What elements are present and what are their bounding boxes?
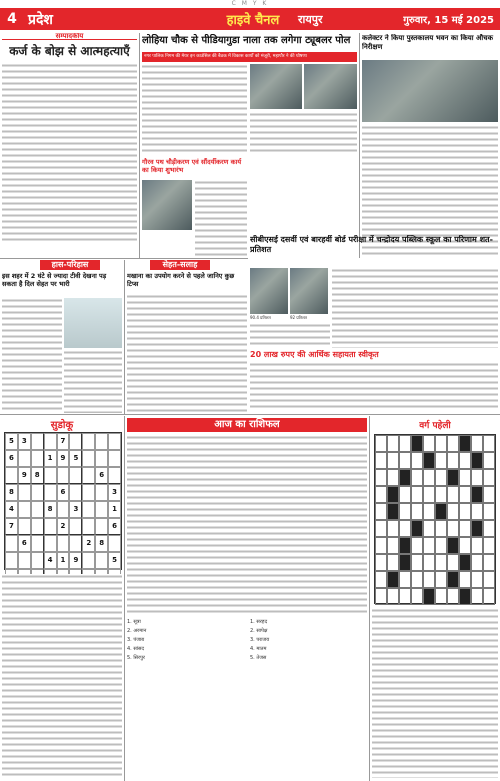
student-caption-1: 90.4 प्रतिशत xyxy=(250,315,271,320)
main-headline-block xyxy=(142,34,357,52)
sudoku-cell[interactable]: 5 xyxy=(5,433,18,450)
editorial-column xyxy=(2,33,137,255)
sudoku-cell[interactable] xyxy=(82,450,95,467)
page-header xyxy=(0,8,500,30)
crossword-cell xyxy=(471,486,483,503)
sudoku-grid[interactable] xyxy=(4,432,122,570)
sudoku-cell[interactable] xyxy=(31,450,44,467)
sudoku-cell[interactable] xyxy=(69,535,82,552)
sudoku-cell[interactable] xyxy=(31,518,44,535)
sudoku-cell[interactable]: 9 xyxy=(57,450,70,467)
crossword-cell[interactable] xyxy=(375,554,387,571)
sudoku-cell[interactable] xyxy=(57,467,70,484)
sudoku-cell[interactable] xyxy=(108,467,121,484)
crossword-cell xyxy=(471,452,483,469)
sudoku-cell[interactable]: 3 xyxy=(18,433,31,450)
board-body xyxy=(332,268,498,348)
sudoku-cell[interactable] xyxy=(82,467,95,484)
crossword-cell[interactable] xyxy=(435,452,447,469)
main-photo-2 xyxy=(304,64,357,109)
column-divider xyxy=(124,416,125,781)
crossword-cell[interactable] xyxy=(375,571,387,588)
main-photo-1 xyxy=(250,64,302,109)
crossword-cell[interactable] xyxy=(459,503,471,520)
student-caption-2: 92 प्रतिशत xyxy=(290,315,307,320)
crossword-cell[interactable] xyxy=(375,520,387,537)
crossword-cell[interactable] xyxy=(423,537,435,554)
crossword-cell[interactable] xyxy=(435,588,447,605)
crossword-cell[interactable] xyxy=(459,520,471,537)
sudoku-cell[interactable] xyxy=(18,518,31,535)
sudoku-cell[interactable]: 6 xyxy=(57,484,70,501)
crossword-cell[interactable] xyxy=(447,588,459,605)
crossword-cell[interactable] xyxy=(435,554,447,571)
sudoku-cell[interactable]: 6 xyxy=(18,535,31,552)
food-headline-block xyxy=(127,272,247,292)
sudoku-cell[interactable] xyxy=(31,433,44,450)
crossword-cell xyxy=(399,469,411,486)
main-body-left xyxy=(142,64,247,154)
crossword-cell[interactable] xyxy=(471,554,483,571)
sudoku-cell[interactable]: 9 xyxy=(69,552,82,569)
crossword-cell[interactable] xyxy=(375,503,387,520)
crossword-cell[interactable] xyxy=(471,503,483,520)
crossword-cell[interactable] xyxy=(387,469,399,486)
scheme-headline-block xyxy=(250,350,498,362)
crossword-cell[interactable] xyxy=(471,537,483,554)
sudoku-cell[interactable] xyxy=(95,433,108,450)
sudoku-cell[interactable] xyxy=(44,518,57,535)
crossword-answer: 2. अरमान xyxy=(127,628,147,634)
sudoku-cell[interactable]: 1 xyxy=(108,501,121,518)
crossword-cell[interactable] xyxy=(375,452,387,469)
crossword-clues xyxy=(372,608,498,778)
crossword-cell[interactable] xyxy=(459,486,471,503)
crossword-cell[interactable] xyxy=(435,486,447,503)
sudoku-cell[interactable] xyxy=(108,535,121,552)
crossword-cell[interactable] xyxy=(435,520,447,537)
crossword-answer: 4. मातम xyxy=(250,646,267,652)
crossword-cell[interactable] xyxy=(387,537,399,554)
crossword-cell[interactable] xyxy=(483,452,495,469)
sudoku-cell[interactable] xyxy=(44,467,57,484)
crossword-cell[interactable] xyxy=(459,452,471,469)
crossword-answers-right xyxy=(250,618,367,778)
board-body-left xyxy=(250,323,330,348)
crossword-cell[interactable] xyxy=(423,554,435,571)
sudoku-cell[interactable] xyxy=(95,450,108,467)
crossword-cell[interactable] xyxy=(423,486,435,503)
crossword-cell[interactable] xyxy=(399,435,411,452)
board-headline: सीबीएसई दसवीं एवं बारहवीं बोर्ड परीक्षा में चन्द्रोदय पब्लिक स्कूल का परिणाम शत-प्रतिशत xyxy=(250,235,493,254)
crossword-cell[interactable] xyxy=(387,588,399,605)
sudoku-cell[interactable]: 8 xyxy=(5,484,18,501)
food-tag: सेहत-सलाह xyxy=(150,260,210,270)
crossword-cell[interactable] xyxy=(399,571,411,588)
crossword-cell[interactable] xyxy=(447,435,459,452)
crossword-cell[interactable] xyxy=(411,571,423,588)
crossword-cell[interactable] xyxy=(483,571,495,588)
crossword-cell[interactable] xyxy=(399,503,411,520)
sudoku-cell[interactable] xyxy=(82,518,95,535)
food-body xyxy=(127,294,247,413)
crossword-cell xyxy=(471,520,483,537)
crossword-cell[interactable] xyxy=(423,571,435,588)
sudoku-cell[interactable] xyxy=(31,535,44,552)
main-subhead: नगर पालिक निगम की मेयर इन काउंसिल की बैठक में विकास कार्यों को मंजूरी, महापौर ने की घोषणा xyxy=(142,52,357,62)
crossword-title: वर्ग पहेली xyxy=(419,421,451,431)
crossword-cell[interactable] xyxy=(423,435,435,452)
crossword-cell[interactable] xyxy=(471,588,483,605)
student-photo-1 xyxy=(250,268,288,314)
issue-date: गुरुवार, 15 मई 2025 xyxy=(403,15,494,26)
sudoku-cell[interactable] xyxy=(18,501,31,518)
cartoon-tag: हास-परिहास xyxy=(40,260,100,270)
crossword-answer: 3. पराजय xyxy=(250,637,270,643)
sudoku-cell[interactable] xyxy=(69,518,82,535)
crossword-cell[interactable] xyxy=(483,503,495,520)
cartoon-image xyxy=(64,298,122,348)
crossword-cell[interactable] xyxy=(423,520,435,537)
sudoku-cell[interactable] xyxy=(44,433,57,450)
crossword-cell[interactable] xyxy=(483,469,495,486)
sudoku-cell[interactable] xyxy=(18,484,31,501)
crossword-answer: 3. पंजाब xyxy=(127,637,145,643)
crossword-cell xyxy=(387,486,399,503)
bottom-left-body-2 xyxy=(64,350,122,413)
sudoku-cell[interactable]: 6 xyxy=(95,467,108,484)
sudoku-cell[interactable] xyxy=(82,501,95,518)
sudoku-cell[interactable]: 1 xyxy=(57,552,70,569)
sudoku-instructions xyxy=(2,574,122,779)
crossword-cell[interactable] xyxy=(399,520,411,537)
crossword-cell[interactable] xyxy=(399,486,411,503)
crossword-cell[interactable] xyxy=(375,469,387,486)
editorial-body xyxy=(2,63,137,241)
sudoku-cell[interactable]: 3 xyxy=(69,501,82,518)
crossword-cell xyxy=(387,503,399,520)
horoscope-body xyxy=(127,435,367,615)
crossword-cell[interactable] xyxy=(423,503,435,520)
crossword-cell[interactable] xyxy=(447,503,459,520)
crossword-cell xyxy=(447,537,459,554)
sudoku-cell[interactable] xyxy=(82,433,95,450)
crossword-cell[interactable] xyxy=(483,486,495,503)
section-divider xyxy=(0,414,500,415)
sudoku-cell[interactable] xyxy=(95,484,108,501)
sudoku-cell[interactable]: 3 xyxy=(108,484,121,501)
right-photo xyxy=(362,60,498,122)
crossword-cell[interactable] xyxy=(435,435,447,452)
sudoku-cell[interactable]: 8 xyxy=(31,467,44,484)
scheme-headline: 20 लाख रुपए की आर्थिक सहायता स्वीकृत xyxy=(250,350,379,359)
crossword-cell xyxy=(399,537,411,554)
crossword-cell xyxy=(459,435,471,452)
sudoku-cell[interactable]: 8 xyxy=(95,535,108,552)
crossword-cell[interactable] xyxy=(399,452,411,469)
crossword-cell[interactable] xyxy=(411,452,423,469)
sudoku-title: सुडोकू xyxy=(50,420,74,431)
sudoku-cell[interactable] xyxy=(69,467,82,484)
sudoku-cell[interactable]: 6 xyxy=(5,450,18,467)
sudoku-cell[interactable]: 2 xyxy=(82,535,95,552)
board-headline-block xyxy=(250,235,498,265)
newspaper-masthead: हाइवे चैनल xyxy=(226,13,280,28)
crossword-cell xyxy=(411,435,423,452)
crossword-cell[interactable] xyxy=(447,520,459,537)
sudoku-cell[interactable] xyxy=(69,484,82,501)
crossword-cell[interactable] xyxy=(471,469,483,486)
student-photo-2 xyxy=(290,268,328,314)
sudoku-cell[interactable] xyxy=(44,484,57,501)
sudoku-cell[interactable] xyxy=(95,518,108,535)
column-divider xyxy=(359,33,360,258)
sudoku-cell[interactable]: 7 xyxy=(5,518,18,535)
crossword-cell[interactable] xyxy=(471,435,483,452)
column-divider xyxy=(139,33,140,258)
crossword-cell[interactable] xyxy=(471,571,483,588)
section-title: प्रदेश xyxy=(28,11,53,28)
crossword-answer: 1. सूत्रा xyxy=(127,619,141,625)
crossword-cell[interactable] xyxy=(483,537,495,554)
main-headline: लोहिया चौक से पीडियागुडा नाला तक लगेगा ट्यूबलर पोल xyxy=(142,35,351,46)
crossword-cell[interactable] xyxy=(435,571,447,588)
sudoku-cell[interactable] xyxy=(44,535,57,552)
crossword-cell xyxy=(447,571,459,588)
right-headline: कलेक्टर ने किया पुस्तकालय भवन का किया औचक निरीक्षण xyxy=(362,34,493,51)
sudoku-cell[interactable]: 5 xyxy=(108,552,121,569)
mid-headline-block xyxy=(142,158,247,178)
sudoku-cell[interactable]: 5 xyxy=(69,450,82,467)
crossword-cell[interactable] xyxy=(411,469,423,486)
crossword-cell[interactable] xyxy=(459,469,471,486)
crossword-cell xyxy=(411,520,423,537)
sudoku-cell[interactable]: 9 xyxy=(18,467,31,484)
sudoku-cell[interactable] xyxy=(57,501,70,518)
crossword-grid[interactable] xyxy=(374,434,496,604)
page-number: 4 xyxy=(7,11,17,27)
editorial-title: कर्ज के बोझ से आत्महत्याएँ xyxy=(9,44,130,58)
crossword-cell xyxy=(423,588,435,605)
bottom-left-headline-block xyxy=(2,272,122,296)
crossword-cell[interactable] xyxy=(375,537,387,554)
sudoku-cell[interactable] xyxy=(57,535,70,552)
sudoku-cell[interactable]: 4 xyxy=(5,501,18,518)
sudoku-cell[interactable] xyxy=(82,484,95,501)
bottom-left-headline: इस शहर में 2 घंटे से ज्यादा टीवी देखना पड़ सकता है दिल सेहत पर भारी xyxy=(2,272,107,288)
crossword-answer: 4. सांसद xyxy=(127,646,145,652)
crossword-cell xyxy=(447,469,459,486)
sudoku-cell[interactable]: 7 xyxy=(57,433,70,450)
crossword-cell xyxy=(387,571,399,588)
crossword-cell[interactable] xyxy=(447,452,459,469)
sudoku-cell[interactable] xyxy=(82,552,95,569)
sudoku-cell[interactable] xyxy=(108,433,121,450)
crossword-cell[interactable] xyxy=(411,503,423,520)
crossword-cell[interactable] xyxy=(423,469,435,486)
crossword-answer: 2. सापेक्ष xyxy=(250,628,268,634)
sudoku-cell[interactable] xyxy=(31,552,44,569)
editorial-tag: सम्पादकीय xyxy=(2,33,137,40)
crossword-cell[interactable] xyxy=(483,588,495,605)
sudoku-cell[interactable] xyxy=(18,450,31,467)
crossword-cell xyxy=(435,503,447,520)
crossword-cell[interactable] xyxy=(447,486,459,503)
crossword-cell[interactable] xyxy=(387,452,399,469)
crossword-answer: 5. तेजस xyxy=(250,655,267,661)
crossword-cell[interactable] xyxy=(435,537,447,554)
bottom-left-body-1 xyxy=(2,298,62,413)
crossword-cell[interactable] xyxy=(411,588,423,605)
sudoku-cell[interactable] xyxy=(95,501,108,518)
crossword-cell[interactable] xyxy=(459,571,471,588)
sudoku-cell[interactable] xyxy=(95,552,108,569)
crossword-cell[interactable] xyxy=(399,588,411,605)
column-divider xyxy=(124,260,125,415)
horoscope-title: आज का राशिफल xyxy=(127,418,367,432)
crossword-cell[interactable] xyxy=(387,520,399,537)
crossword-cell[interactable] xyxy=(483,435,495,452)
crossword-cell xyxy=(459,554,471,571)
crossword-answer: 5. सिरपुर xyxy=(127,655,145,661)
mid-photo xyxy=(142,180,192,230)
section-divider xyxy=(0,258,248,259)
mid-body xyxy=(195,180,247,258)
crossword-answers-left xyxy=(127,618,247,778)
food-headline: मखाना का उपयोग करने से पहले जानिए कुछ टिप्स xyxy=(127,272,235,288)
scheme-body xyxy=(250,362,498,410)
crossword-cell[interactable] xyxy=(459,537,471,554)
crossword-cell[interactable] xyxy=(411,554,423,571)
crossword-cell[interactable] xyxy=(375,486,387,503)
crossword-answer: 1. सरहद xyxy=(250,619,268,625)
right-headline-block xyxy=(362,34,498,58)
sudoku-cell[interactable]: 1 xyxy=(44,450,57,467)
sudoku-cell[interactable]: 4 xyxy=(44,552,57,569)
crossword-cell[interactable] xyxy=(483,554,495,571)
main-body-right xyxy=(250,112,357,154)
crossword-cell[interactable] xyxy=(435,469,447,486)
crossword-cell[interactable] xyxy=(411,537,423,554)
crossword-cell[interactable] xyxy=(375,588,387,605)
color-registration-strip: C M Y K xyxy=(231,0,269,7)
crossword-cell[interactable] xyxy=(447,554,459,571)
sudoku-cell[interactable] xyxy=(5,535,18,552)
sudoku-cell[interactable] xyxy=(31,501,44,518)
sudoku-cell[interactable] xyxy=(5,552,18,569)
sudoku-cell[interactable]: 6 xyxy=(108,518,121,535)
crossword-cell xyxy=(399,554,411,571)
sudoku-cell[interactable] xyxy=(5,467,18,484)
crossword-cell[interactable] xyxy=(387,435,399,452)
crossword-cell xyxy=(459,588,471,605)
sudoku-cell[interactable]: 2 xyxy=(57,518,70,535)
crossword-cell[interactable] xyxy=(375,435,387,452)
crossword-cell xyxy=(423,452,435,469)
sudoku-cell[interactable] xyxy=(69,433,82,450)
column-divider xyxy=(369,416,370,781)
mid-headline: गौरव पथ चौड़ीकरण एवं सौंदर्यीकरण कार्य का किया शुभारंभ xyxy=(142,158,242,174)
sudoku-cell[interactable] xyxy=(18,552,31,569)
crossword-cell[interactable] xyxy=(483,520,495,537)
edition-city: रायपुर xyxy=(298,12,323,26)
crossword-cell[interactable] xyxy=(411,486,423,503)
sudoku-cell[interactable] xyxy=(31,484,44,501)
sudoku-cell[interactable] xyxy=(108,450,121,467)
crossword-cell[interactable] xyxy=(387,554,399,571)
sudoku-cell[interactable]: 8 xyxy=(44,501,57,518)
